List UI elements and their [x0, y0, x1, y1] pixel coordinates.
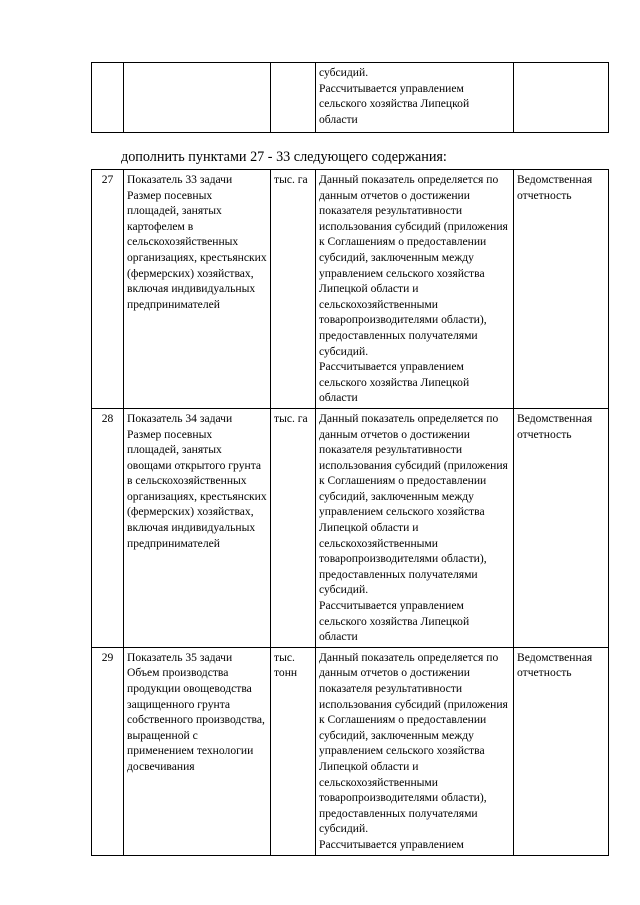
cell-description: Данный показатель определяется по данным отчетов о достижении показателя результативности использования субсидий (приложения к Соглашениям о предоставлении субсидий, заключенным между управлением сельского хозяйства Липецкой области и сельскохозяйственными товаропроизводителями области), предоставленных получателями субсидий. Рассчитывается управлением сельского хозяйства Липецкой области [316, 408, 514, 647]
cell-num: 27 [92, 170, 124, 409]
continued-table [91, 62, 609, 133]
cell-indicator: Показатель 35 задачи Объем производства продукции овощеводства защищенного грунта собственного производства, выращенной с применением технологии досвечивания [124, 647, 271, 855]
cell-unit: тыс. га [271, 408, 316, 647]
cell-source: Ведомственная отчетность [514, 170, 609, 409]
cell-source [514, 63, 609, 133]
cell-indicator: Показатель 33 задачи Размер посевных площадей, занятых картофелем в сельскохозяйственных организациях, крестьянских (фермерских) хозяйствах, включая индивидуальных предпринимателей [124, 170, 271, 409]
cell-description: Данный показатель определяется по данным отчетов о достижении показателя результативности использования субсидий (приложения к Соглашениям о предоставлении субсидий, заключенным между управлением сельского хозяйства Липецкой области и сельскохозяйственными товаропроизводителями области), предоставленных получателями субсидий. Рассчитывается управлением [316, 647, 514, 855]
table-row [92, 647, 609, 855]
cell-num: 29 [92, 647, 124, 855]
cell-indicator [124, 63, 271, 133]
table-row [92, 170, 609, 409]
cell-unit: тыс. тонн [271, 647, 316, 855]
table-row [92, 63, 609, 133]
cell-source: Ведомственная отчетность [514, 647, 609, 855]
table-row [92, 408, 609, 647]
cell-source: Ведомственная отчетность [514, 408, 609, 647]
cell-description: субсидий. Рассчитывается управлением сельского хозяйства Липецкой области [316, 63, 514, 133]
cell-indicator: Показатель 34 задачи Размер посевных площадей, занятых овощами открытого грунта в сельскохозяйственных организациях, крестьянских (фермерских) хозяйствах, включая индивидуальных предпринимателей [124, 408, 271, 647]
cell-unit: тыс. га [271, 170, 316, 409]
cell-num [92, 63, 124, 133]
cell-description: Данный показатель определяется по данным отчетов о достижении показателя результативности использования субсидий (приложения к Соглашениям о предоставлении субсидий, заключенным между управлением сельского хозяйства Липецкой области и сельскохозяйственными товаропроизводителями области), предоставленных получателями субсидий. Рассчитывается управлением сельского хозяйства Липецкой области [316, 170, 514, 409]
intro-text: дополнить пунктами 27 - 33 следующего содержания: [121, 149, 447, 165]
indicators-table [91, 169, 609, 856]
cell-unit [271, 63, 316, 133]
cell-num: 28 [92, 408, 124, 647]
